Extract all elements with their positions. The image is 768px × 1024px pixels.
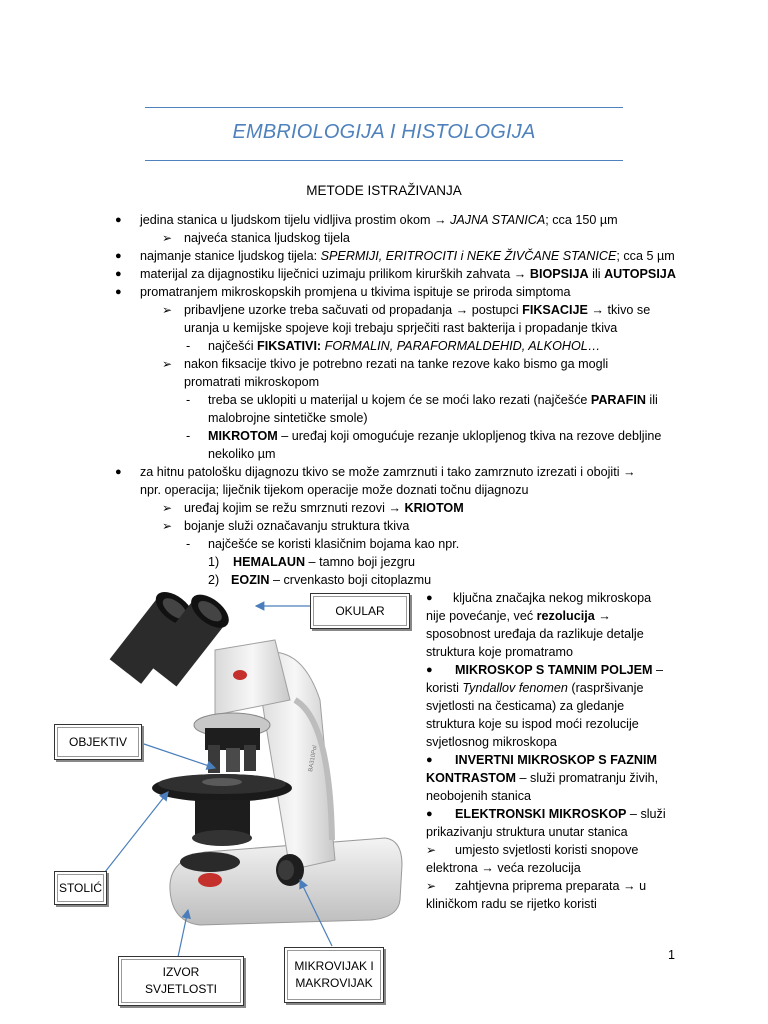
dash-bullet: -: [186, 537, 191, 551]
text-line: neobojenih stanica: [426, 789, 532, 803]
text-line: najveća stanica ljudskog tijela: [184, 231, 350, 245]
section-heading: METODE ISTRAŽIVANJA: [306, 183, 462, 198]
text-line: nakon fiksacije tkivo je potrebno rezati na tanke rezove kako bismo ga mogli: [184, 357, 609, 371]
text-line: materijal za dijagnostiku liječnici uzimaju prilikom kirurških zahvata → BIOPSIJA ili AUTOPSIJA: [140, 267, 676, 281]
arrowhead-bullet-icon: ➢: [426, 843, 437, 857]
text-line: HEMALAUN – tamno boji jezgru: [233, 555, 415, 569]
text-line: npr. operacija; liječnik tijekom operacije može doznati točnu dijagnozu: [140, 483, 529, 497]
label-stolic: STOLIĆ: [54, 871, 107, 905]
text-line: promatranjem mikroskopskih promjena u tkivima ispituje se priroda simptoma: [140, 285, 571, 299]
label-objektiv: OBJEKTIV: [54, 724, 142, 760]
dash-bullet: -: [186, 339, 191, 353]
bullet-icon: ●: [426, 664, 433, 676]
text-line: koristi Tyndallov fenomen (raspršivanje: [426, 681, 644, 695]
text-line: uranja u kemijske spojeve koji trebaju sprječiti rast bakterija i propadanje tkiva: [184, 321, 618, 335]
bullet-icon: ●: [115, 214, 122, 226]
text-line: MIKROSKOP S TAMNIM POLJEM –: [455, 663, 664, 677]
arrowhead-bullet-icon: ➢: [162, 501, 173, 515]
model-label: BA310Pol: [308, 745, 319, 773]
bullet-icon: ●: [426, 808, 433, 820]
text-line: INVERTNI MIKROSKOP S FAZNIM: [455, 753, 657, 767]
text-line: najmanje stanice ljudskog tijela: SPERMIJI, ERITROCITI i NEKE ŽIVČANE STANICE; cca 5 µm: [140, 249, 675, 263]
text-line: struktura koje su ispod moći rezolucije: [426, 717, 639, 731]
bullet-icon: ●: [426, 754, 433, 766]
arrowhead-bullet-icon: ➢: [162, 303, 173, 317]
list-number: 2): [208, 573, 220, 587]
bullet-icon: ●: [115, 268, 122, 280]
text-line: prikazivanju struktura unutar stanica: [426, 825, 628, 839]
text-line: uređaj kojim se režu smrznuti rezovi → KRIOTOM: [184, 501, 464, 515]
text-line: nije povećanje, već rezolucija →: [426, 609, 611, 623]
arrowhead-bullet-icon: ➢: [426, 879, 437, 893]
text-line: KONTRASTOM – služi promatranju živih,: [426, 771, 659, 785]
text-line: promatrati mikroskopom: [184, 375, 320, 389]
arrowhead-bullet-icon: ➢: [162, 357, 173, 371]
arrowhead-bullet-icon: ➢: [162, 519, 173, 533]
text-line: umjesto svjetlosti koristi snopove: [455, 843, 639, 857]
text-line: EOZIN – crvenkasto boji citoplazmu: [231, 573, 432, 587]
dash-bullet: -: [186, 393, 191, 407]
text-line: ELEKTRONSKI MIKROSKOP – služi: [455, 807, 666, 821]
text-line: ključna značajka nekog mikroskopa: [453, 591, 652, 605]
dash-bullet: -: [186, 429, 191, 443]
text-line: treba se uklopiti u materijal u kojem će se moći lako rezati (najčešće PARAFIN ili: [208, 393, 658, 407]
page-title: EMBRIOLOGIJA I HISTOLOGIJA: [232, 121, 536, 143]
list-number: 1): [208, 555, 220, 569]
text-line: pribavljene uzorke treba sačuvati od propadanja → postupci FIKSACIJE → tkivo se: [184, 303, 651, 317]
text-line: jedina stanica u ljudskom tijelu vidljiva prostim okom → JAJNA STANICA; cca 150 µm: [140, 213, 618, 227]
text-line: najčešće se koristi klasičnim bojama kao npr.: [208, 537, 460, 551]
label-izvor-svjetlosti: IZVOR SVJETLOSTI: [118, 956, 244, 1006]
label-okular: OKULAR: [310, 593, 410, 629]
text-line: svjetlosti na česticama) za gledanje: [426, 699, 625, 713]
text-line: svjetlosnog mikroskopa: [426, 735, 557, 749]
text-line: kliničkom radu se rijetko koristi: [426, 897, 597, 911]
bullet-icon: ●: [115, 466, 122, 478]
objektiv-arrow: [141, 743, 215, 768]
text-line: sposobnost uređaja da razlikuje detalje: [426, 627, 644, 641]
bullet-icon: ●: [115, 286, 122, 298]
text-line: MIKROTOM – uređaj koji omogućuje rezanje uklopljenog tkiva na rezove debljine: [208, 429, 662, 443]
text-line: zahtjevna priprema preparata → u: [455, 879, 647, 893]
bullet-icon: ●: [426, 592, 433, 604]
text-line: bojanje služi označavanju struktura tkiva: [184, 519, 410, 533]
label-mikrovijak-makrovijak: MIKROVIJAK I MAKROVIJAK: [284, 947, 384, 1003]
stolic-arrow: [105, 792, 168, 872]
bullet-icon: ●: [115, 250, 122, 262]
microscope-illustration: [108, 585, 402, 925]
page-number: 1: [668, 948, 676, 962]
arrowhead-bullet-icon: ➢: [162, 231, 173, 245]
text-line: malobrojne sintetičke smole): [208, 411, 368, 425]
text-line: nekoliko µm: [208, 447, 276, 461]
text-line: struktura koje promatramo: [426, 645, 573, 659]
text-line: elektrona → veća rezolucija: [426, 861, 581, 875]
text-line: za hitnu patološku dijagnozu tkivo se može zamrznuti i tako zamrznuto izrezati i obojiti →: [140, 465, 636, 479]
text-line: najčešći FIKSATIVI: FORMALIN, PARAFORMALDEHID, ALKOHOL…: [208, 339, 601, 353]
